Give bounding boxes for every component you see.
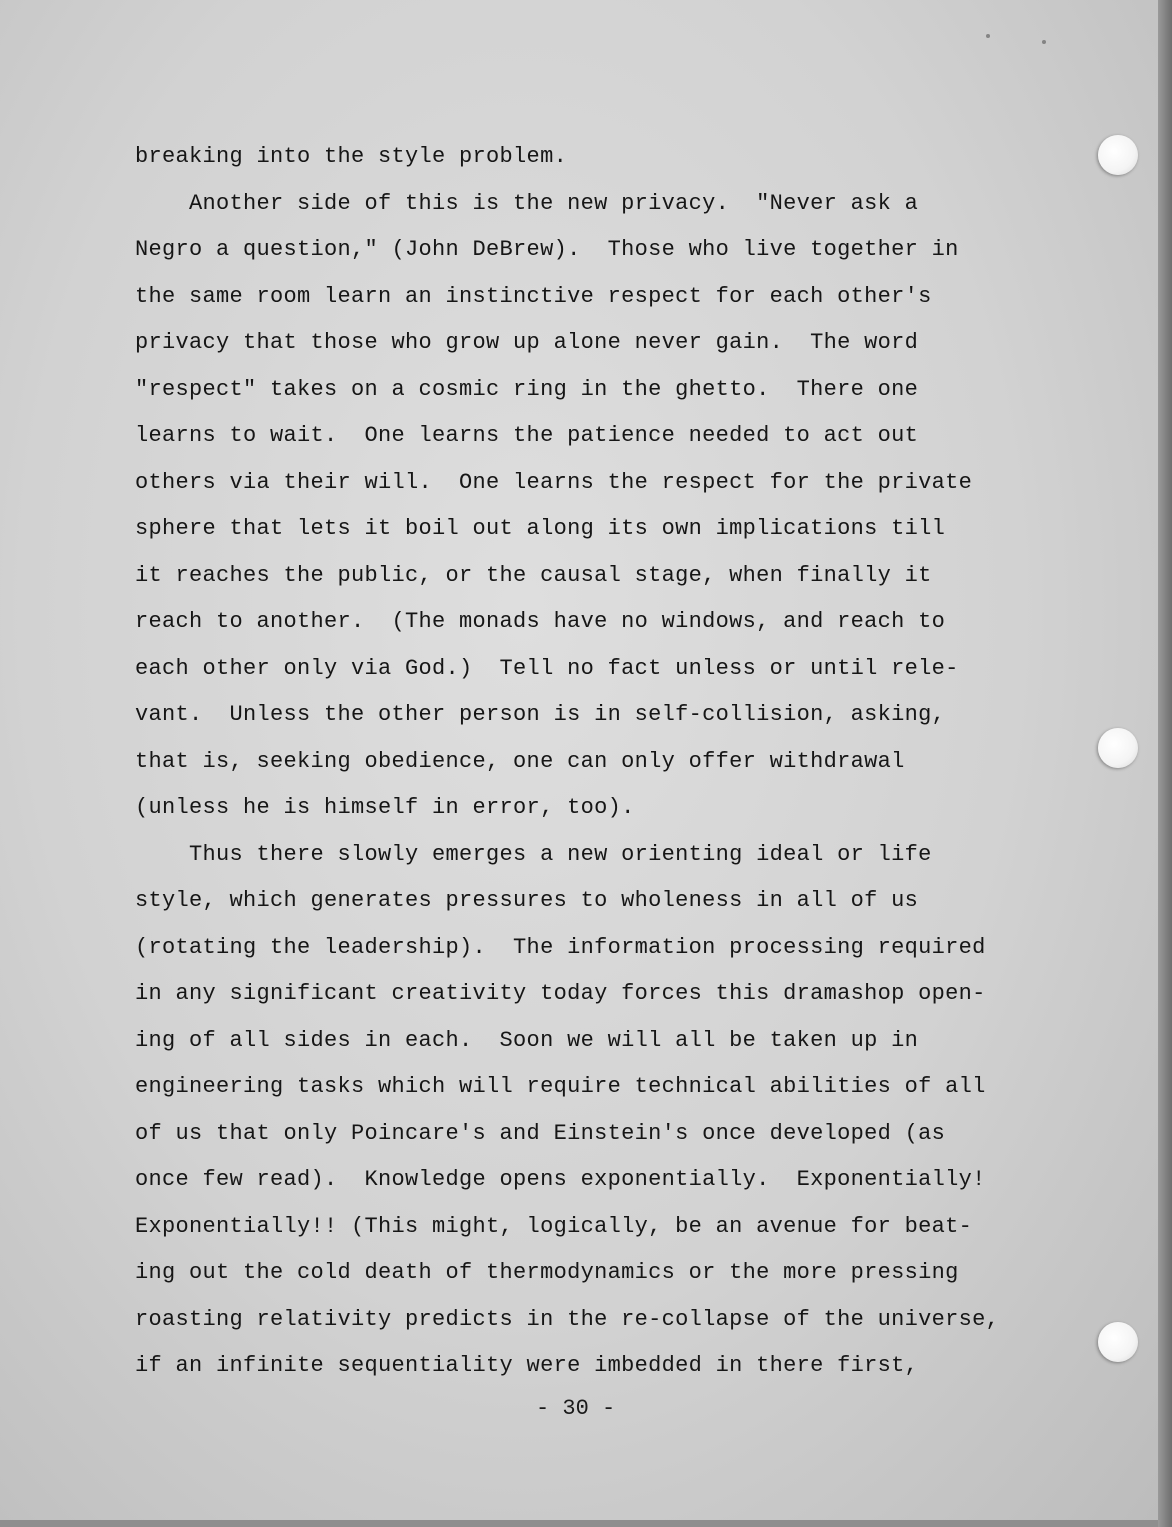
text-line: privacy that those who grow up alone never gain. The word	[135, 330, 919, 355]
text-line: each other only via God.) Tell no fact unless or until rele-	[135, 655, 959, 681]
speck-mark	[986, 34, 990, 38]
text-line: sphere that lets it boil out along its own implications till	[135, 516, 946, 541]
text-line: that is, seeking obedience, one can only offer withdrawal	[135, 748, 905, 774]
text-line: Another side of this is the new privacy. "Never ask a	[135, 190, 919, 216]
text-line: the same room learn an instinctive respect for each other's	[135, 283, 932, 309]
text-line: Negro a question," (John DeBrew). Those who live together in	[135, 237, 959, 262]
text-line: style, which generates pressures to wholeness in all of us	[135, 888, 919, 913]
text-line: Exponentially!! (This might, logically, be an avenue for beat-	[135, 1213, 973, 1239]
body-text	[135, 134, 1035, 1390]
text-line: (rotating the leadership). The information processing required	[135, 934, 986, 960]
speck-mark	[1042, 40, 1046, 44]
text-line: "respect" takes on a cosmic ring in the ghetto. There one	[135, 376, 919, 402]
punch-hole-bottom	[1098, 1322, 1138, 1362]
text-line: Thus there slowly emerges a new orienting ideal or life	[135, 841, 932, 867]
text-line: (unless he is himself in error, too).	[135, 795, 635, 820]
text-line: it reaches the public, or the causal stage, when finally it	[135, 562, 932, 588]
text-line: learns to wait. One learns the patience needed to act out	[135, 423, 919, 448]
text-line: engineering tasks which will require technical abilities of all	[135, 1074, 986, 1099]
text-line: roasting relativity predicts in the re-collapse of the universe,	[135, 1306, 1000, 1332]
text-line: ing of all sides in each. Soon we will all be taken up in	[135, 1027, 919, 1053]
page-number: - 30 -	[536, 1396, 616, 1421]
text-line: in any significant creativity today forces this dramashop open-	[135, 981, 986, 1006]
punch-hole-top	[1098, 135, 1138, 175]
text-line: if an infinite sequentiality were imbedded in there first,	[135, 1353, 919, 1378]
text-line: reach to another. (The monads have no windows, and reach to	[135, 609, 946, 634]
punch-hole-middle	[1098, 728, 1138, 768]
text-line: breaking into the style problem.	[135, 144, 568, 169]
text-line: of us that only Poincare's and Einstein's once developed (as	[135, 1120, 946, 1146]
text-line: others via their will. One learns the respect for the private	[135, 469, 973, 495]
text-line: vant. Unless the other person is in self-collision, asking,	[135, 702, 946, 727]
text-line: once few read). Knowledge opens exponentially. Exponentially!	[135, 1167, 986, 1192]
text-line: ing out the cold death of thermodynamics or the more pressing	[135, 1260, 959, 1285]
page-edge-shadow	[1158, 0, 1172, 1527]
